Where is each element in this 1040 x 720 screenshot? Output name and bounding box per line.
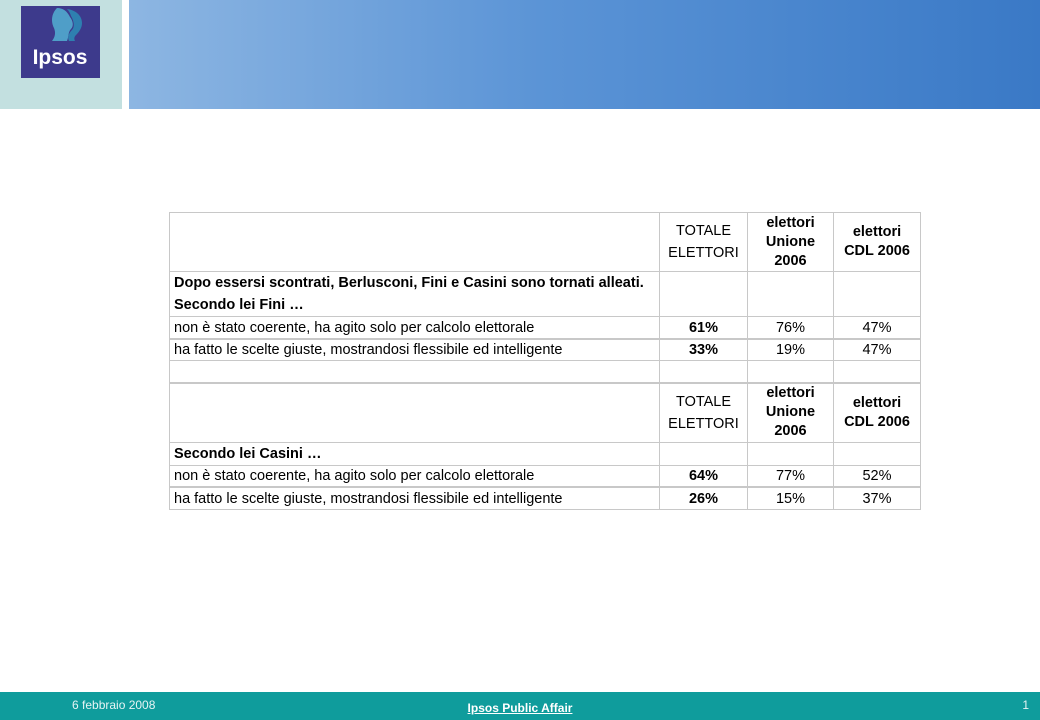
- row-label: ha fatto le scelte giuste, mostrandosi flessibile ed intelligente: [170, 487, 660, 509]
- empty-cell: [834, 272, 921, 317]
- value-cdl: 37%: [834, 487, 921, 509]
- page-number: 1: [1022, 698, 1029, 712]
- header-banner: [129, 0, 1040, 109]
- header-separator: [122, 0, 129, 109]
- row-label: non è stato coerente, ha agito solo per calcolo elettorale: [170, 317, 660, 339]
- empty-cell: [834, 361, 921, 383]
- empty-cell: [170, 361, 660, 383]
- header-totale: TOTALE ELETTORI: [660, 213, 748, 272]
- question-row: [170, 272, 921, 317]
- value-cdl: 52%: [834, 465, 921, 487]
- survey-table: [169, 212, 921, 510]
- header-row: [170, 213, 921, 272]
- table-row: [170, 487, 921, 509]
- value-cdl: 47%: [834, 317, 921, 339]
- question-casini: Secondo lei Casini …: [170, 442, 660, 465]
- empty-cell: [660, 442, 748, 465]
- empty-cell: [748, 272, 834, 317]
- empty-cell: [834, 442, 921, 465]
- empty-cell: [748, 361, 834, 383]
- header-row: [170, 383, 921, 442]
- spacer-row: [170, 361, 921, 383]
- empty-cell: [660, 272, 748, 317]
- ipsos-logo: [21, 6, 100, 78]
- header-unione: elettori Unione 2006: [748, 213, 834, 272]
- table-row: [170, 317, 921, 339]
- value-unione: 76%: [748, 317, 834, 339]
- header-empty-cell: [170, 213, 660, 272]
- question-row: [170, 442, 921, 465]
- table-row: [170, 339, 921, 361]
- logo-text: Ipsos: [32, 46, 88, 69]
- value-unione: 77%: [748, 465, 834, 487]
- header-totale: TOTALE ELETTORI: [660, 383, 748, 442]
- value-totale: 33%: [660, 339, 748, 361]
- value-totale: 26%: [660, 487, 748, 509]
- header-cdl: elettori CDL 2006: [834, 213, 921, 272]
- value-unione: 19%: [748, 339, 834, 361]
- header-unione: elettori Unione 2006: [748, 383, 834, 442]
- empty-cell: [748, 442, 834, 465]
- empty-cell: [660, 361, 748, 383]
- value-unione: 15%: [748, 487, 834, 509]
- question-fini: Dopo essersi scontrati, Berlusconi, Fini e Casini sono tornati alleati. Secondo lei Fini …: [170, 272, 660, 317]
- footer-bar: [0, 692, 1040, 720]
- value-totale: 61%: [660, 317, 748, 339]
- row-label: non è stato coerente, ha agito solo per calcolo elettorale: [170, 465, 660, 487]
- header-cdl: elettori CDL 2006: [834, 383, 921, 442]
- row-label: ha fatto le scelte giuste, mostrandosi flessibile ed intelligente: [170, 339, 660, 361]
- footer-link[interactable]: Ipsos Public Affair: [467, 701, 573, 715]
- footer-date: 6 febbraio 2008: [72, 698, 156, 712]
- value-cdl: 47%: [834, 339, 921, 361]
- table-row: [170, 465, 921, 487]
- header-empty-cell: [170, 383, 660, 442]
- value-totale: 64%: [660, 465, 748, 487]
